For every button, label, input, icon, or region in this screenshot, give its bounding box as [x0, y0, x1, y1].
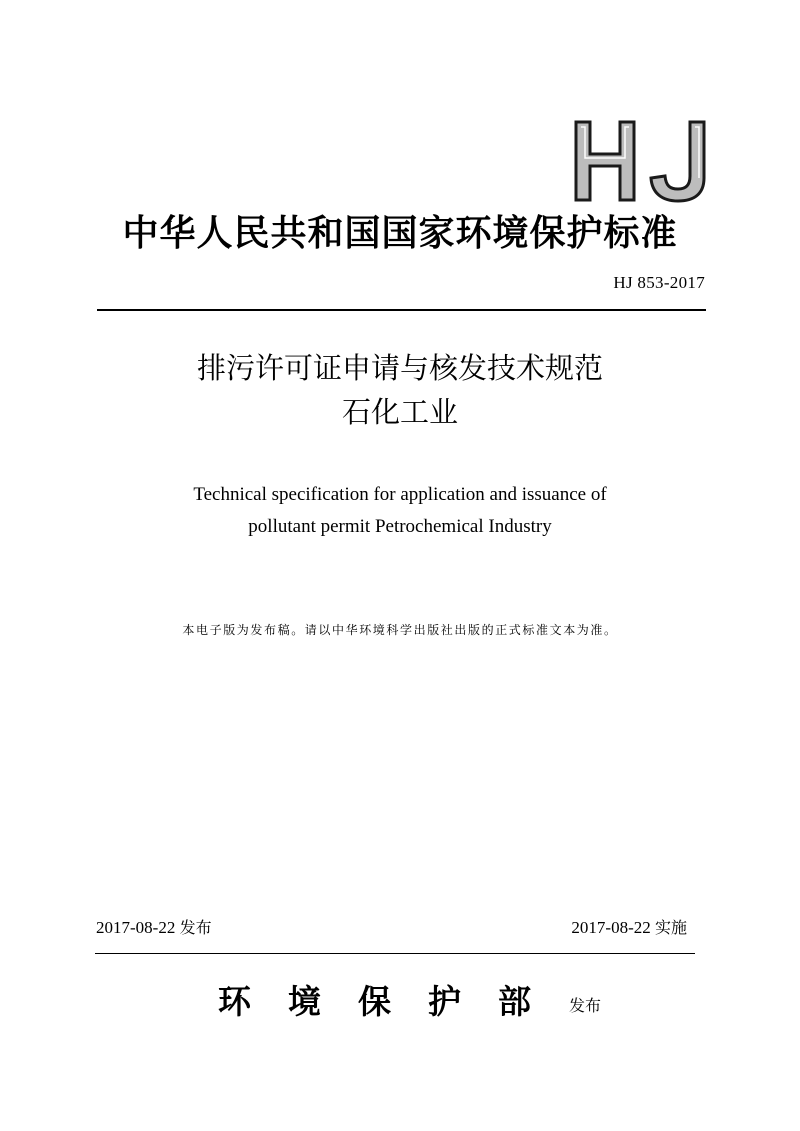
implement-date: 2017-08-22 [571, 918, 651, 937]
hj-logo-text: HJ [570, 118, 572, 119]
issuing-ministry: 环境保护部 [218, 982, 568, 1021]
title-en-line1: Technical specification for application and issuance of [193, 484, 607, 505]
standard-category-title: 中华人民共和国国家环境保护标准 [122, 213, 678, 254]
electronic-version-notice: 本电子版为发布稿。请以中华环境科学出版社出版的正式标准文本为准。 [182, 623, 618, 637]
top-divider [97, 309, 706, 311]
title-en-line2: pollutant permit Petrochemical Industry [248, 516, 552, 537]
hj-logo-h [576, 122, 634, 200]
bottom-divider [95, 953, 695, 954]
hj-logo-j [651, 122, 704, 201]
title-cn-line2: 石化工业 [341, 395, 458, 429]
publish-label: 发布 [569, 996, 602, 1015]
issue-date: 2017-08-22 [96, 918, 176, 937]
issue-date-block [96, 916, 212, 940]
implement-label: 实施 [654, 918, 687, 937]
hj-logo [570, 118, 710, 204]
implement-date-block [571, 916, 687, 940]
standard-number: HJ 853-2017 [613, 273, 705, 292]
title-cn-line1: 排污许可证申请与核发技术规范 [196, 351, 603, 385]
issue-label: 发布 [179, 918, 212, 937]
